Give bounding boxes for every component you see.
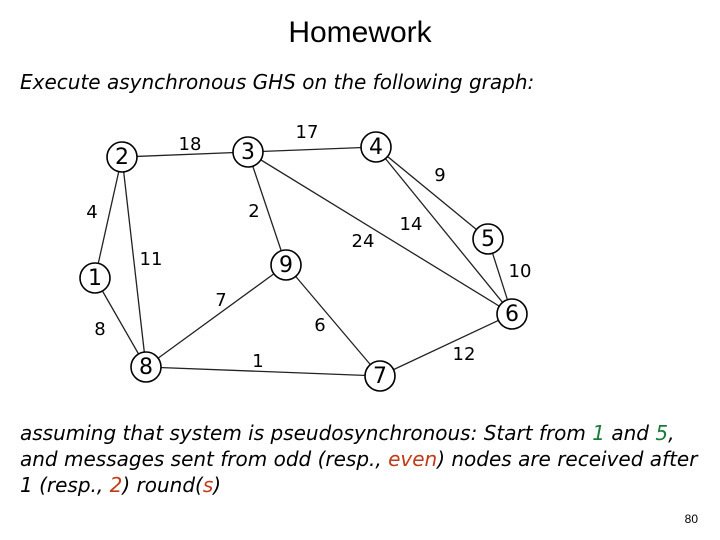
edge-weight-1-8: 8 — [94, 319, 106, 340]
edge-8-9 — [146, 265, 286, 367]
weight-layer — [86, 122, 531, 372]
node-5 — [473, 224, 503, 254]
footer-part-3: , and messages sent from odd (resp., — [20, 421, 675, 471]
edge-weight-7-6: 12 — [452, 344, 476, 365]
edge-4-5 — [376, 147, 488, 239]
edge-weight-3-9: 2 — [248, 201, 260, 222]
footer-part-1: assuming that system is pseudosynchronous: Start from — [20, 421, 593, 445]
edge-2-1 — [95, 157, 122, 278]
node-label: 4 — [369, 135, 383, 160]
node-8 — [131, 352, 161, 382]
edge-weight-8-7: 1 — [252, 351, 264, 372]
edge-3-4 — [248, 147, 376, 152]
start-node-a: 1 — [592, 421, 605, 445]
edge-weight-2-1: 4 — [86, 202, 98, 223]
edge-3-6 — [248, 152, 512, 314]
node-label: 6 — [505, 302, 519, 327]
node-label: 9 — [279, 253, 293, 278]
node-1 — [80, 263, 110, 293]
edge-weight-2-8: 11 — [139, 249, 163, 270]
edge-weight-4-5: 9 — [434, 165, 446, 186]
node-label: 3 — [241, 140, 255, 165]
footer-part-2: and — [605, 421, 656, 445]
edge-weight-4-6: 14 — [399, 214, 423, 235]
edge-9-7 — [286, 265, 380, 376]
footer-part-5: ) round( — [122, 473, 203, 497]
node-label: 2 — [115, 145, 129, 170]
node-7 — [365, 361, 395, 391]
node-3 — [233, 137, 263, 167]
edge-weight-3-4: 17 — [295, 122, 319, 143]
edge-weight-8-9: 7 — [215, 290, 227, 311]
even-word: even — [388, 447, 438, 471]
footer-text — [20, 420, 700, 498]
intro-text: Execute asynchronous GHS on the following graph: — [20, 70, 535, 94]
plural-s: s — [202, 473, 214, 497]
node-label: 7 — [373, 364, 387, 389]
page-number: 80 — [684, 512, 698, 526]
edge-weight-5-6: 10 — [508, 261, 532, 282]
edge-7-6 — [380, 314, 512, 376]
edge-weight-2-3: 18 — [178, 134, 202, 155]
footer-part-4: ) nodes are received after 1 (resp., — [20, 447, 698, 497]
node-9 — [271, 250, 301, 280]
node-label: 8 — [139, 355, 153, 380]
start-node-b: 5 — [655, 421, 669, 445]
node-label: 5 — [481, 227, 495, 252]
node-4 — [361, 132, 391, 162]
node-2 — [107, 142, 137, 172]
node-6 — [497, 299, 527, 329]
node-label: 1 — [88, 266, 102, 291]
edge-weight-9-7: 6 — [314, 315, 326, 336]
slide-title: Homework — [288, 16, 432, 49]
footer-part-6: ) — [213, 473, 222, 497]
round-two: 2 — [109, 473, 123, 497]
edge-weight-3-6: 24 — [351, 231, 375, 252]
